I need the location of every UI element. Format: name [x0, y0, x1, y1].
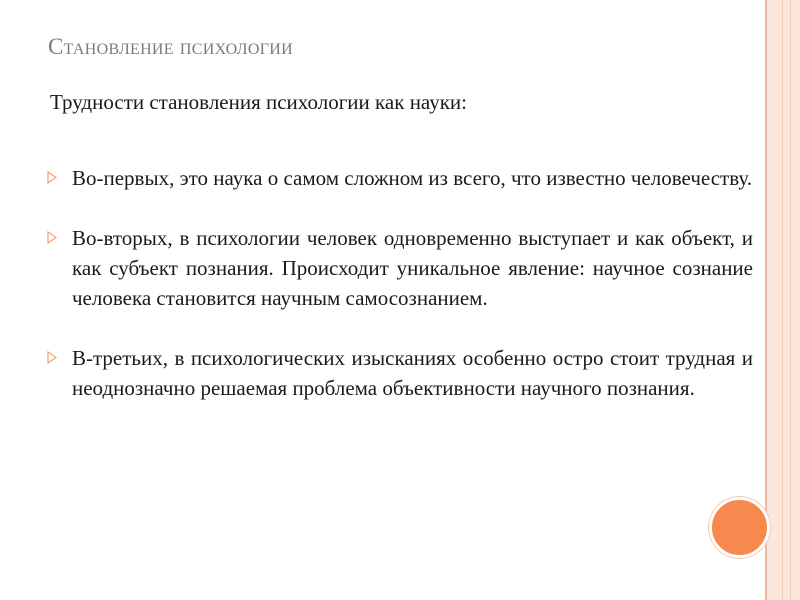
bullet-item — [47, 163, 753, 193]
decorative-side-band — [767, 0, 800, 600]
decorative-side-line — [765, 0, 767, 600]
outlined-triangle-bullet-icon — [47, 231, 57, 244]
bullet-list — [47, 163, 753, 403]
outlined-triangle-bullet-icon — [47, 171, 57, 184]
decorative-orange-circle — [709, 497, 770, 558]
bullet-text: Во-вторых, в психологии человек одновременно выступает и как объект, и как субъект познания. Происходит уникальное явление: научное сознание человека становится научным самосознанием. — [72, 226, 753, 310]
slide-subtitle: Трудности становления психологии как науки: — [50, 90, 467, 114]
decorative-side-line — [790, 0, 791, 600]
decorative-side-line — [782, 0, 783, 600]
slide-title: Становление психологии — [48, 34, 293, 59]
bullet-text: Во-первых, это наука о самом сложном из всего, что известно человечеству. — [72, 166, 753, 190]
bullet-text: В-третьих, в психологических изысканиях особенно остро стоит трудная и неоднозначно решаемая проблема объективности научного познания. — [72, 346, 753, 400]
bullet-item — [47, 343, 753, 403]
bullet-item — [47, 223, 753, 313]
outlined-triangle-bullet-icon — [47, 351, 57, 364]
